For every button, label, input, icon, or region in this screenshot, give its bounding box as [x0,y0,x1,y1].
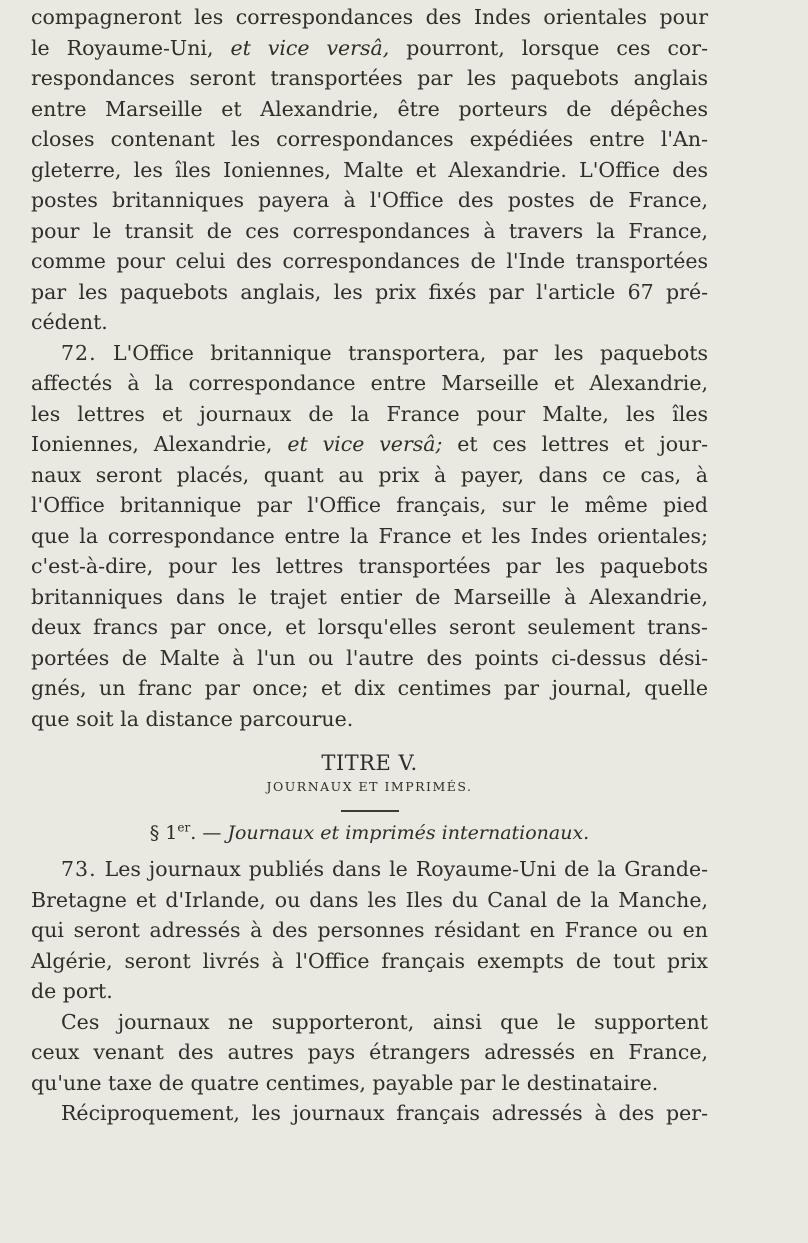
article-number: 72. [61,340,97,365]
article-73-first-line [31,854,708,885]
text-span: Les journaux publiés dans le Royaume-Uni de la Grande- [96,857,708,881]
text-line: gleterre, les îles Ioniennes, Malte et Alexandrie. L'Office des [31,157,708,182]
text-line: gnés, un franc par once; et dix centimes par journal, quelle [31,676,708,700]
text-line: Algérie, seront livrés à l'Office français exempts de tout prix [31,948,708,973]
section-dash: . — [190,822,228,844]
text-line: Bretagne et d'Irlande, ou dans les Iles du Canal de la Manche, [31,887,708,912]
section-title: Journaux et imprimés internationaux. [227,822,590,844]
chapter-title: TITRE V. [321,751,418,775]
italic-phrase: et vice versâ, [230,35,390,60]
text-line: c'est-à-dire, pour les lettres transportées par les paquebots [31,554,708,578]
text-line: de port. [31,979,113,1003]
text-line: qui seront adressés à des personnes résidant en France ou en [31,918,708,942]
text-line: cédent. [31,310,108,334]
text-line: comme pour celui des correspondances de l'Inde transportées [31,249,708,273]
article-number: 73. [61,857,97,881]
text-line: entre Marseille et Alexandrie, être porteurs de dépêches [31,96,708,121]
text-line [31,429,708,460]
text-line: compagneront les correspondances des Indes orientales pour [31,5,708,29]
text-line: portées de Malte à l'un ou l'autre des points ci-dessus dési- [31,645,708,670]
text-line [31,33,708,64]
text-line: britanniques dans le trajet entier de Marseille à Alexandrie, [31,584,708,609]
text-line: postes britanniques payera à l'Office des postes de France, [31,188,708,212]
divider-rule [341,810,399,812]
section-mark: § 1 [149,822,178,844]
text-span: le Royaume-Uni, [31,35,231,60]
text-line: deux francs par once, et lorsqu'elles seront seulement trans- [31,615,708,639]
text-line: par les paquebots anglais, les prix fixés par l'article 67 pré- [31,279,708,304]
chapter-subtitle: JOURNAUX ET IMPRIMÉS. [266,779,473,794]
text-span: et ces lettres et jour- [442,432,708,456]
text-line: pour le transit de ces correspondances à travers la France, [31,218,708,243]
text-span: pourront, lorsque ces cor- [389,35,708,60]
text-line: naux seront placés, quant au prix à payer, dans ce cas, à [31,462,708,487]
text-line: Réciproquement, les journaux français adressés à des per- [61,1101,708,1125]
section-heading [31,818,708,848]
text-line: affectés à la correspondance entre Marseille et Alexandrie, [31,371,708,395]
text-line: ceux venant des autres pays étrangers adressés en France, [31,1040,708,1064]
text-line: respondances seront transportées par les paquebots anglais [31,66,708,90]
text-line: Ces journaux ne supporteront, ainsi que le supportent [61,1009,708,1034]
text-line: qu'une taxe de quatre centimes, payable par le destinataire. [31,1070,659,1095]
italic-phrase: et vice versâ; [287,432,443,456]
text-span: L'Office britannique transportera, par les paquebots [96,340,708,365]
text-span: Ioniennes, Alexandrie, [31,432,288,456]
text-line: que la correspondance entre la France et les Indes orientales; [31,523,708,548]
article-72-first-line [31,338,708,369]
text-line: closes contenant les correspondances expédiées entre l'An- [31,127,708,151]
text-line: que soit la distance parcourue. [31,706,354,731]
section-sup: er [177,820,191,835]
text-line: les lettres et journaux de la France pour Malte, les îles [31,401,708,426]
text-line: l'Office britannique par l'Office français, sur le même pied [31,493,708,517]
